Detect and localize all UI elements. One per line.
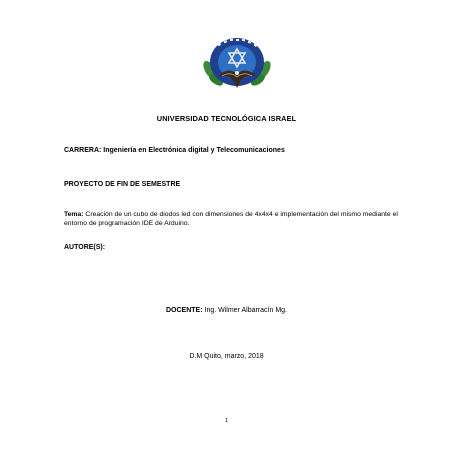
university-seal-icon bbox=[196, 36, 278, 92]
autores-label: AUTORE(S): bbox=[64, 244, 106, 251]
date-location: D.M Quito, marzo, 2018 bbox=[189, 353, 264, 360]
docente-value: Ing. Wilmer Albarracín Mg. bbox=[204, 307, 287, 314]
university-title: UNIVERSIDAD TECNOLÓGICA ISRAEL bbox=[156, 114, 297, 123]
tema-label: Tema: bbox=[64, 211, 84, 218]
tema-paragraph bbox=[64, 210, 404, 228]
carrera-label: CARRERA: bbox=[64, 147, 102, 154]
docente-label: DOCENTE: bbox=[166, 307, 203, 314]
proyecto-heading: PROYECTO DE FIN DE SEMESTRE bbox=[64, 181, 181, 188]
docente-line bbox=[0, 307, 453, 314]
carrera-value: Ingeniería en Electrónica digital y Telecomunicaciones bbox=[103, 147, 285, 154]
carrera-line bbox=[64, 146, 404, 155]
tema-value: Creación de un cubo de diodos led con dimensiones de 4x4x4 e implementación del mismo mediante el entorno de programación IDE de Arduino. bbox=[64, 211, 398, 227]
page-number: 1 bbox=[224, 418, 229, 424]
